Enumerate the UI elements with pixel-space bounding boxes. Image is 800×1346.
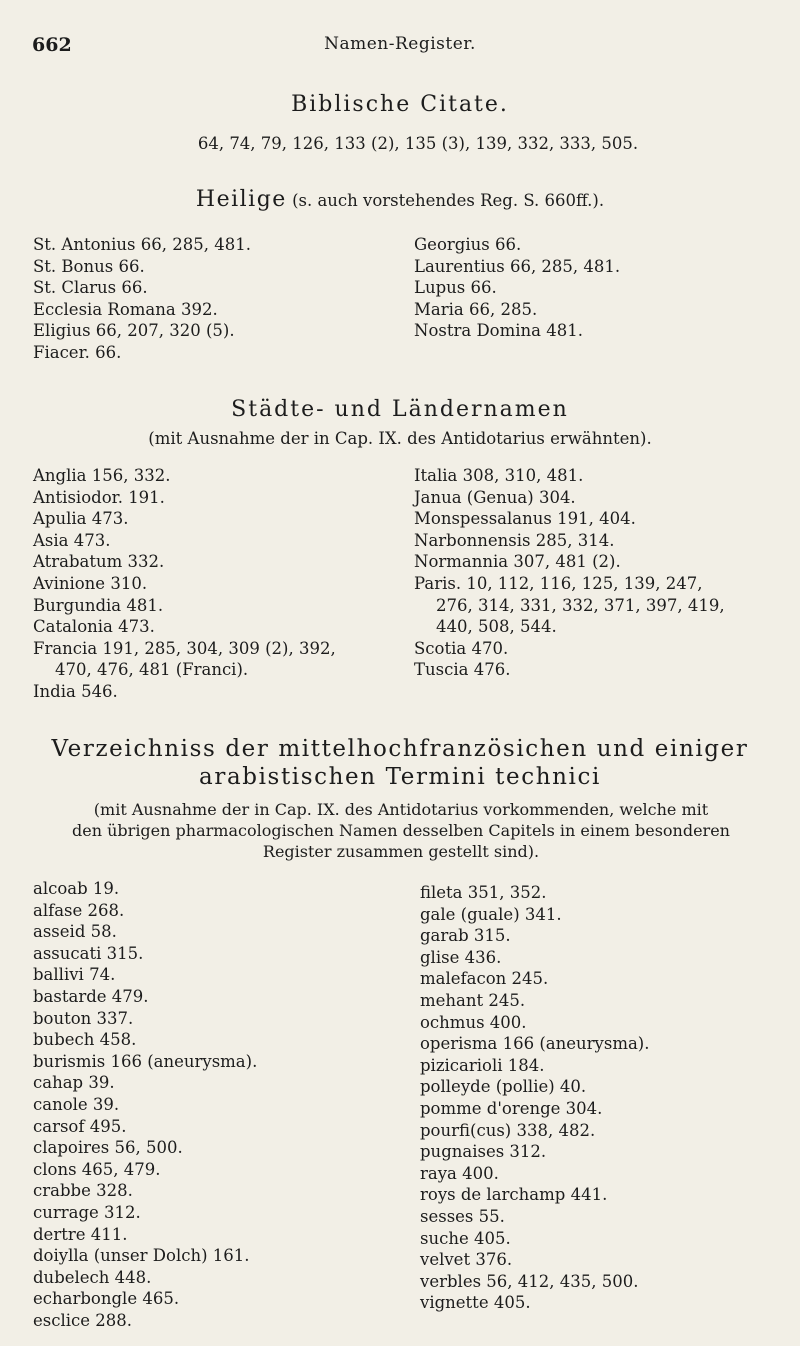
list-item: alfase 268. <box>33 900 125 920</box>
section-title-verzeichniss-line1: Verzeichniss der mittelhochfranzösichen und einiger <box>51 736 749 762</box>
verzeichniss-note <box>36 799 766 862</box>
list-item: dubelech 448. <box>33 1267 152 1287</box>
verzeichniss-note-line: (mit Ausnahme der in Cap. IX. des Antidotarius vorkommenden, welche mit <box>93 800 709 819</box>
list-item: Lupus 66. <box>414 278 497 298</box>
biblische-citate-refs: 64, 74, 79, 126, 133 (2), 135 (3), 139, 332, 333, 505. <box>197 134 639 153</box>
verzeichniss-list-right <box>420 882 650 1314</box>
list-item: gale (guale) 341. <box>420 904 562 924</box>
list-item: Georgius 66. <box>414 235 522 254</box>
list-item: Apulia 473. <box>33 509 129 529</box>
list-item: Burgundia 481. <box>33 595 164 615</box>
list-item: Janua (Genua) 304. <box>414 487 576 507</box>
list-item: dertre 411. <box>33 1224 128 1244</box>
list-item: assucati 315. <box>33 943 144 963</box>
list-item: pizicarioli 184. <box>420 1055 545 1075</box>
list-item: Antisiodor. 191. <box>33 487 165 507</box>
list-item: Asia 473. <box>33 530 111 550</box>
list-item: fileta 351, 352. <box>420 883 547 902</box>
list-item: roys de larchamp 441. <box>420 1185 608 1205</box>
heilige-list-left <box>33 234 251 364</box>
list-item: asseid 58. <box>33 922 117 942</box>
list-item: clons 465, 479. <box>33 1159 161 1179</box>
list-item: currage 312. <box>33 1202 141 1222</box>
list-item: Italia 308, 310, 481. <box>414 466 584 485</box>
list-item: pourfi(cus) 338, 482. <box>420 1120 596 1140</box>
list-item: bouton 337. <box>33 1008 134 1028</box>
list-item: ochmus 400. <box>420 1012 527 1032</box>
heilige-heading-line <box>0 187 800 212</box>
verzeichniss-note-line: Register zusammen gestellt sind). <box>262 842 540 861</box>
verzeichniss-note-line: den übrigen pharmacologischen Namen desselben Capitels in einem besonderen <box>72 821 730 840</box>
list-item: cahap 39. <box>33 1073 115 1093</box>
list-item: Laurentius 66, 285, 481. <box>414 256 621 276</box>
running-head <box>32 34 768 60</box>
section-title-verzeichniss-line2: arabistischen Termini technici <box>199 764 601 790</box>
list-item: crabbe 328. <box>33 1181 133 1201</box>
list-item: clapoires 56, 500. <box>33 1138 183 1158</box>
list-item: alcoab 19. <box>33 879 120 898</box>
list-item: Francia 191, 285, 304, 309 (2), 392, <box>33 638 336 658</box>
list-item: velvet 376. <box>420 1250 513 1270</box>
list-item: carsof 495. <box>33 1116 127 1136</box>
list-item: Fiacer. 66. <box>33 342 122 362</box>
list-item: bubech 458. <box>33 1030 137 1050</box>
list-item: glise 436. <box>420 947 502 967</box>
list-item: Maria 66, 285. <box>414 299 538 319</box>
list-item: pugnaises 312. <box>420 1142 547 1162</box>
staedte-list-right <box>414 465 725 681</box>
list-item: St. Clarus 66. <box>33 278 148 298</box>
list-item: verbles 56, 412, 435, 500. <box>420 1271 639 1291</box>
list-item: burismis 166 (aneurysma). <box>33 1051 258 1071</box>
list-item: St. Antonius 66, 285, 481. <box>33 235 251 254</box>
list-item: Eligius 66, 207, 320 (5). <box>33 321 235 341</box>
list-item-continuation: 470, 476, 481 (Franci). <box>55 660 249 680</box>
list-item: St. Bonus 66. <box>33 256 145 276</box>
list-item: malefacon 245. <box>420 969 549 989</box>
list-item: echarbongle 465. <box>33 1289 180 1309</box>
list-item: doiylla (unser Dolch) 161. <box>33 1246 250 1266</box>
list-item: Catalonia 473. <box>33 617 155 637</box>
list-item: vignette 405. <box>420 1293 531 1313</box>
list-item: canole 39. <box>33 1094 120 1114</box>
list-item: sesses 55. <box>420 1206 505 1226</box>
staedte-subtitle: (mit Ausnahme der in Cap. IX. des Antidotarius erwähnten). <box>148 429 652 448</box>
list-item: garab 315. <box>420 926 511 946</box>
section-title-heilige: Heilige <box>195 187 287 212</box>
list-item: Scotia 470. <box>414 638 509 658</box>
section-title-biblische-citate: Biblische Citate. <box>291 92 509 117</box>
running-title: Namen-Register. <box>324 34 476 54</box>
list-item: pomme d'orenge 304. <box>420 1098 603 1118</box>
list-item: ballivi 74. <box>33 965 116 985</box>
list-item: Narbonnensis 285, 314. <box>414 530 615 550</box>
list-item: Avinione 310. <box>33 573 148 593</box>
list-item: suche 405. <box>420 1228 511 1248</box>
list-item: Tuscia 476. <box>414 660 511 680</box>
list-item: Anglia 156, 332. <box>33 466 171 485</box>
section-title-staedte-laendernamen: Städte- und Ländernamen <box>231 397 569 422</box>
list-item-continuation: 276, 314, 331, 332, 371, 397, 419, <box>436 595 725 615</box>
list-item: Nostra Domina 481. <box>414 321 583 341</box>
list-item: bastarde 479. <box>33 986 149 1006</box>
page-number: 662 <box>32 34 72 56</box>
list-item: raya 400. <box>420 1163 499 1183</box>
staedte-list-left <box>33 465 336 703</box>
list-item: India 546. <box>33 681 118 701</box>
list-item: esclice 288. <box>33 1310 133 1330</box>
list-item: mehant 245. <box>420 990 526 1010</box>
list-item: Monspessalanus 191, 404. <box>414 509 636 529</box>
list-item: operisma 166 (aneurysma). <box>420 1034 650 1054</box>
list-item: Normannia 307, 481 (2). <box>414 552 621 572</box>
list-item-continuation: 440, 508, 544. <box>436 617 557 637</box>
heilige-list-right <box>414 234 620 342</box>
heilige-subtitle: (s. auch vorstehendes Reg. S. 660ff.). <box>292 191 605 210</box>
list-item: Atrabatum 332. <box>33 552 165 572</box>
verzeichniss-list-left <box>33 878 257 1331</box>
list-item: Paris. 10, 112, 116, 125, 139, 247, <box>414 573 703 593</box>
list-item: polleyde (pollie) 40. <box>420 1077 587 1097</box>
list-item: Ecclesia Romana 392. <box>33 299 218 319</box>
